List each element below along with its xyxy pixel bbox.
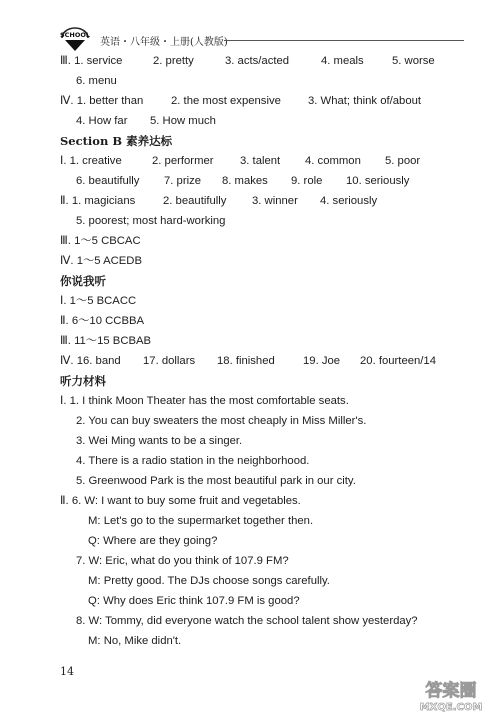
answer-item: 10. seriously (346, 175, 410, 187)
answer-item: 3. What; think of/about (308, 95, 422, 107)
answer-item: Ⅳ. 1. better than (60, 95, 144, 107)
answer-item: 2. pretty (153, 55, 194, 67)
watermark-bottom-text: MXQE.COM (419, 702, 483, 713)
transcript-text: Q: Why does Eric think 107.9 FM is good? (88, 595, 300, 607)
answer-item: Ⅱ. 6～10 CCBBA (60, 315, 145, 327)
answer-item: Ⅱ. 1. magicians (60, 195, 136, 207)
book-title: 英语・八年级・上册(人教版) (100, 37, 228, 48)
section-heading-text: 你说我听 (60, 274, 106, 288)
logo-text: SCHOOL (59, 31, 91, 39)
transcript-text: Q: Where are they going? (88, 535, 218, 547)
answer-item: 6. beautifully (76, 175, 140, 187)
answer-item: 5. How much (150, 115, 216, 127)
transcript-text: M: Pretty good. The DJs choose songs carefully. (88, 575, 330, 587)
answer-item: Ⅳ. 16. band (60, 355, 121, 367)
transcript-text: M: Let's go to the supermarket together then. (88, 515, 314, 527)
answer-item: 2. beautifully (163, 195, 227, 207)
answer-item: Ⅳ. 1～5 ACEDB (60, 255, 143, 267)
answer-item: 7. prize (164, 175, 202, 187)
transcript-text: Ⅰ. 1. I think Moon Theater has the most comfortable seats. (60, 395, 349, 407)
transcript-text: 3. Wei Ming wants to be a singer. (76, 435, 243, 447)
answer-item: 17. dollars (143, 355, 196, 367)
answer-item: 2. performer (152, 155, 214, 167)
answer-item: Ⅰ. 1～5 BCACC (60, 295, 137, 307)
transcript-text: 8. W: Tommy, did everyone watch the school talent show yesterday? (76, 615, 418, 627)
answer-item: 19. Joe (303, 355, 341, 367)
answer-item: 5. poorest; most hard-working (76, 215, 226, 227)
transcript-text: 4. There is a radio station in the neighborhood. (76, 455, 310, 467)
answer-item: Ⅰ. 1. creative (60, 155, 122, 167)
answer-item: Ⅲ. 11～15 BCBAB (60, 335, 152, 347)
answer-item: 3. talent (240, 155, 281, 167)
answer-item: 2. the most expensive (171, 95, 281, 107)
page-number: 14 (60, 665, 74, 678)
watermark-logo-icon (408, 676, 494, 714)
watermark-top-text: 答案圈 (425, 681, 477, 701)
answer-item: 4. common (305, 155, 361, 167)
answer-item: 18. finished (217, 355, 275, 367)
answer-item: 8. makes (222, 175, 268, 187)
answer-item: 20. fourteen/14 (360, 355, 437, 367)
answer-item: Ⅲ. 1～5 CBCAC (60, 235, 141, 247)
transcript-text: M: No, Mike didn't. (88, 635, 182, 647)
answer-item: 6. menu (76, 75, 117, 87)
answer-item: 9. role (291, 175, 323, 187)
transcript-text: 7. W: Eric, what do you think of 107.9 FM? (76, 555, 289, 567)
transcript-text: Ⅱ. 6. W: I want to buy some fruit and vegetables. (60, 495, 301, 507)
section-heading-text: 听力材料 (60, 374, 106, 388)
answer-item: 5. poor (385, 155, 421, 167)
answer-item: 4. seriously (320, 195, 378, 207)
transcript-text: 5. Greenwood Park is the most beautiful park in our city. (76, 475, 356, 487)
answer-item: 3. acts/acted (225, 55, 290, 67)
answer-item: 5. worse (392, 55, 435, 67)
answer-item: 3. winner (252, 195, 298, 207)
answer-item: Ⅲ. 1. service (60, 55, 123, 67)
section-heading-text: Section B 素养达标 (60, 134, 173, 148)
answer-item: 4. meals (321, 55, 364, 67)
transcript-text: 2. You can buy sweaters the most cheaply in Miss Miller's. (76, 415, 367, 427)
answer-item: 4. How far (76, 115, 128, 127)
